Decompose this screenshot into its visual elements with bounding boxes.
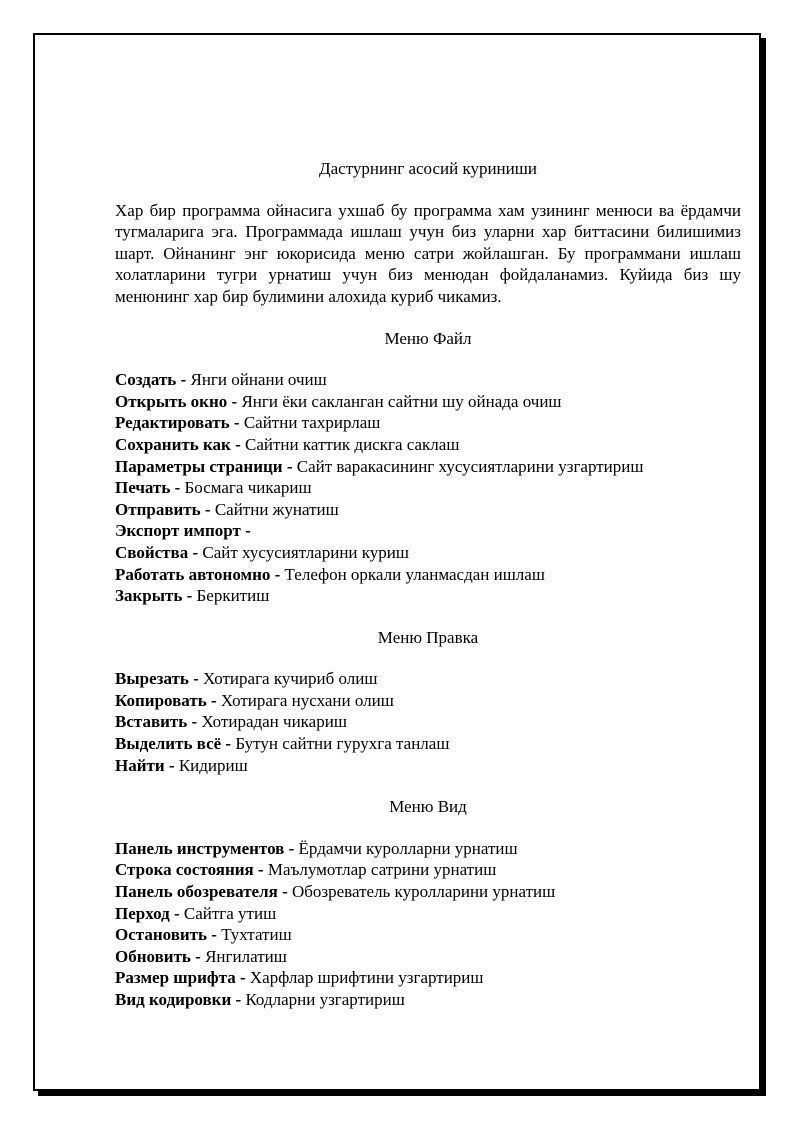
menu-description: Бутун сайтни гурухга танлаш bbox=[235, 734, 450, 754]
menu-term: Панель обозревателя bbox=[115, 882, 278, 902]
list-item bbox=[115, 711, 741, 733]
list-item bbox=[115, 477, 741, 499]
term-separator: - bbox=[187, 712, 202, 732]
menu-description: Харфлар шрифтини узгартириш bbox=[249, 968, 484, 988]
menu-term: Создать bbox=[115, 370, 177, 390]
menu-description: Тухтатиш bbox=[221, 925, 292, 945]
list-item bbox=[115, 946, 741, 968]
menu-description: Сайт хусусиятларини куриш bbox=[202, 542, 409, 562]
menu-term: Вырезать bbox=[115, 669, 189, 689]
term-separator: - bbox=[231, 990, 246, 1009]
menu-term: Перход bbox=[115, 903, 170, 923]
list-item bbox=[115, 733, 741, 755]
menu-term: Редактировать bbox=[115, 413, 230, 433]
menu-description: Янги ёки сакланган сайтни шу ойнада очиш bbox=[241, 391, 562, 411]
menu-description: Маълумотлар сатрини урнатиш bbox=[267, 860, 497, 880]
menu-description: Хотирадан чикариш bbox=[201, 712, 347, 732]
menu-term: Сохранить как bbox=[115, 434, 231, 454]
menu-description: Босмага чикариш bbox=[184, 478, 312, 498]
list-item bbox=[115, 881, 741, 903]
menu-term: Вставить bbox=[115, 712, 188, 732]
section-heading: Меню Вид bbox=[389, 797, 467, 817]
term-separator: - bbox=[221, 734, 236, 754]
menu-term: Работать автономно bbox=[115, 564, 271, 584]
menu-term: Параметры страници bbox=[115, 456, 283, 476]
list-item bbox=[115, 391, 741, 413]
menu-description: Беркитиш bbox=[196, 586, 270, 606]
list-item bbox=[115, 690, 741, 712]
term-separator: - bbox=[207, 925, 222, 945]
menu-description: Сайт варакасининг хусусиятларини узгартириш bbox=[296, 456, 644, 476]
term-separator: - bbox=[190, 946, 206, 966]
term-separator: - bbox=[253, 860, 268, 880]
term-separator: - bbox=[270, 564, 285, 584]
menu-description: Ёрдамчи куролларни урнатиш bbox=[298, 838, 518, 858]
menu-description: Сайтни каттик дискга саклаш bbox=[245, 434, 460, 454]
menu-description: Кодларни узгартириш bbox=[245, 990, 405, 1009]
list-item bbox=[115, 989, 741, 1011]
menu-term: Экспорт импорт bbox=[115, 521, 241, 541]
menu-term: Свойства bbox=[115, 542, 189, 562]
document-content bbox=[115, 158, 741, 1031]
menu-item-list bbox=[115, 369, 741, 607]
section-heading: Меню Файл bbox=[384, 328, 472, 348]
term-separator: - bbox=[227, 391, 242, 411]
menu-term: Печать bbox=[115, 478, 171, 498]
term-separator: - bbox=[240, 521, 251, 541]
term-separator: - bbox=[200, 499, 215, 519]
term-separator: - bbox=[277, 882, 292, 902]
list-item bbox=[115, 755, 741, 777]
menu-term: Закрыть bbox=[115, 586, 183, 606]
menu-term: Копировать bbox=[115, 690, 207, 710]
term-separator: - bbox=[170, 478, 185, 498]
list-item bbox=[115, 542, 741, 564]
menu-item-list bbox=[115, 838, 741, 1011]
menu-description: Хотирага нусхани олиш bbox=[220, 690, 394, 710]
menu-description: Сайтни тахрирлаш bbox=[243, 413, 381, 433]
menu-term: Обновить bbox=[115, 946, 191, 966]
document-title: Дастурнинг асосий куриниши bbox=[319, 159, 537, 178]
menu-description: Обозреватель куролларини урнатиш bbox=[292, 882, 556, 902]
intro-paragraph: Хар бир программа ойнасига ухшаб бу программа хам узининг менюси ва ёрдамчи тугмаларига эга. Программада ишлаш учун биз уларни хар биттасини билишимиз шарт. Ойнанинг энг юкорисида меню сатри жойлашган. Бу программани ишлаш холатларини тугри урнатиш учун биз менюдан фойдаланамиз. Куйида биз шу менюнинг хар бир булимини алохида куриб чикамиз. bbox=[115, 200, 741, 306]
term-separator: - bbox=[164, 755, 179, 775]
menu-description: Кидириш bbox=[178, 755, 248, 775]
menu-description: Сайтга утиш bbox=[183, 903, 277, 923]
menu-term: Остановить bbox=[115, 925, 208, 945]
menu-term: Открыть окно bbox=[115, 391, 228, 411]
menu-description: Сайтни жунатиш bbox=[214, 499, 339, 519]
term-separator: - bbox=[229, 413, 244, 433]
menu-term: Панель инструментов bbox=[115, 838, 285, 858]
menu-sections bbox=[115, 328, 741, 1011]
menu-term: Выделить всё bbox=[115, 734, 222, 754]
list-item bbox=[115, 369, 741, 391]
term-separator: - bbox=[284, 838, 299, 858]
list-item bbox=[115, 859, 741, 881]
menu-term: Размер шрифта bbox=[115, 968, 236, 988]
section-heading: Меню Правка bbox=[377, 627, 479, 647]
term-separator: - bbox=[188, 669, 204, 689]
list-item bbox=[115, 412, 741, 434]
menu-term: Найти bbox=[115, 755, 165, 775]
menu-description: Телефон оркали уланмасдан ишлаш bbox=[284, 564, 545, 584]
list-item bbox=[115, 434, 741, 456]
list-item bbox=[115, 585, 741, 607]
list-item bbox=[115, 924, 741, 946]
list-item bbox=[115, 456, 741, 478]
list-item bbox=[115, 564, 741, 586]
menu-description: Янги ойнани очиш bbox=[190, 370, 327, 390]
menu-description: Хотирага кучириб олиш bbox=[203, 669, 378, 689]
term-separator: - bbox=[176, 370, 191, 390]
list-item bbox=[115, 903, 741, 925]
list-item bbox=[115, 838, 741, 860]
term-separator: - bbox=[282, 456, 297, 476]
menu-description: Янгилатиш bbox=[205, 946, 287, 966]
menu-term: Отправить bbox=[115, 499, 201, 519]
list-item bbox=[115, 499, 741, 521]
term-separator: - bbox=[182, 586, 197, 606]
list-item bbox=[115, 668, 741, 690]
list-item bbox=[115, 967, 741, 989]
term-separator: - bbox=[169, 903, 184, 923]
menu-item-list bbox=[115, 668, 741, 776]
term-separator: - bbox=[230, 434, 245, 454]
menu-term: Вид кодировки bbox=[115, 990, 232, 1009]
term-separator: - bbox=[188, 542, 203, 562]
list-item bbox=[115, 520, 741, 542]
term-separator: - bbox=[206, 690, 221, 710]
menu-term: Строка состояния bbox=[115, 860, 254, 880]
term-separator: - bbox=[235, 968, 250, 988]
